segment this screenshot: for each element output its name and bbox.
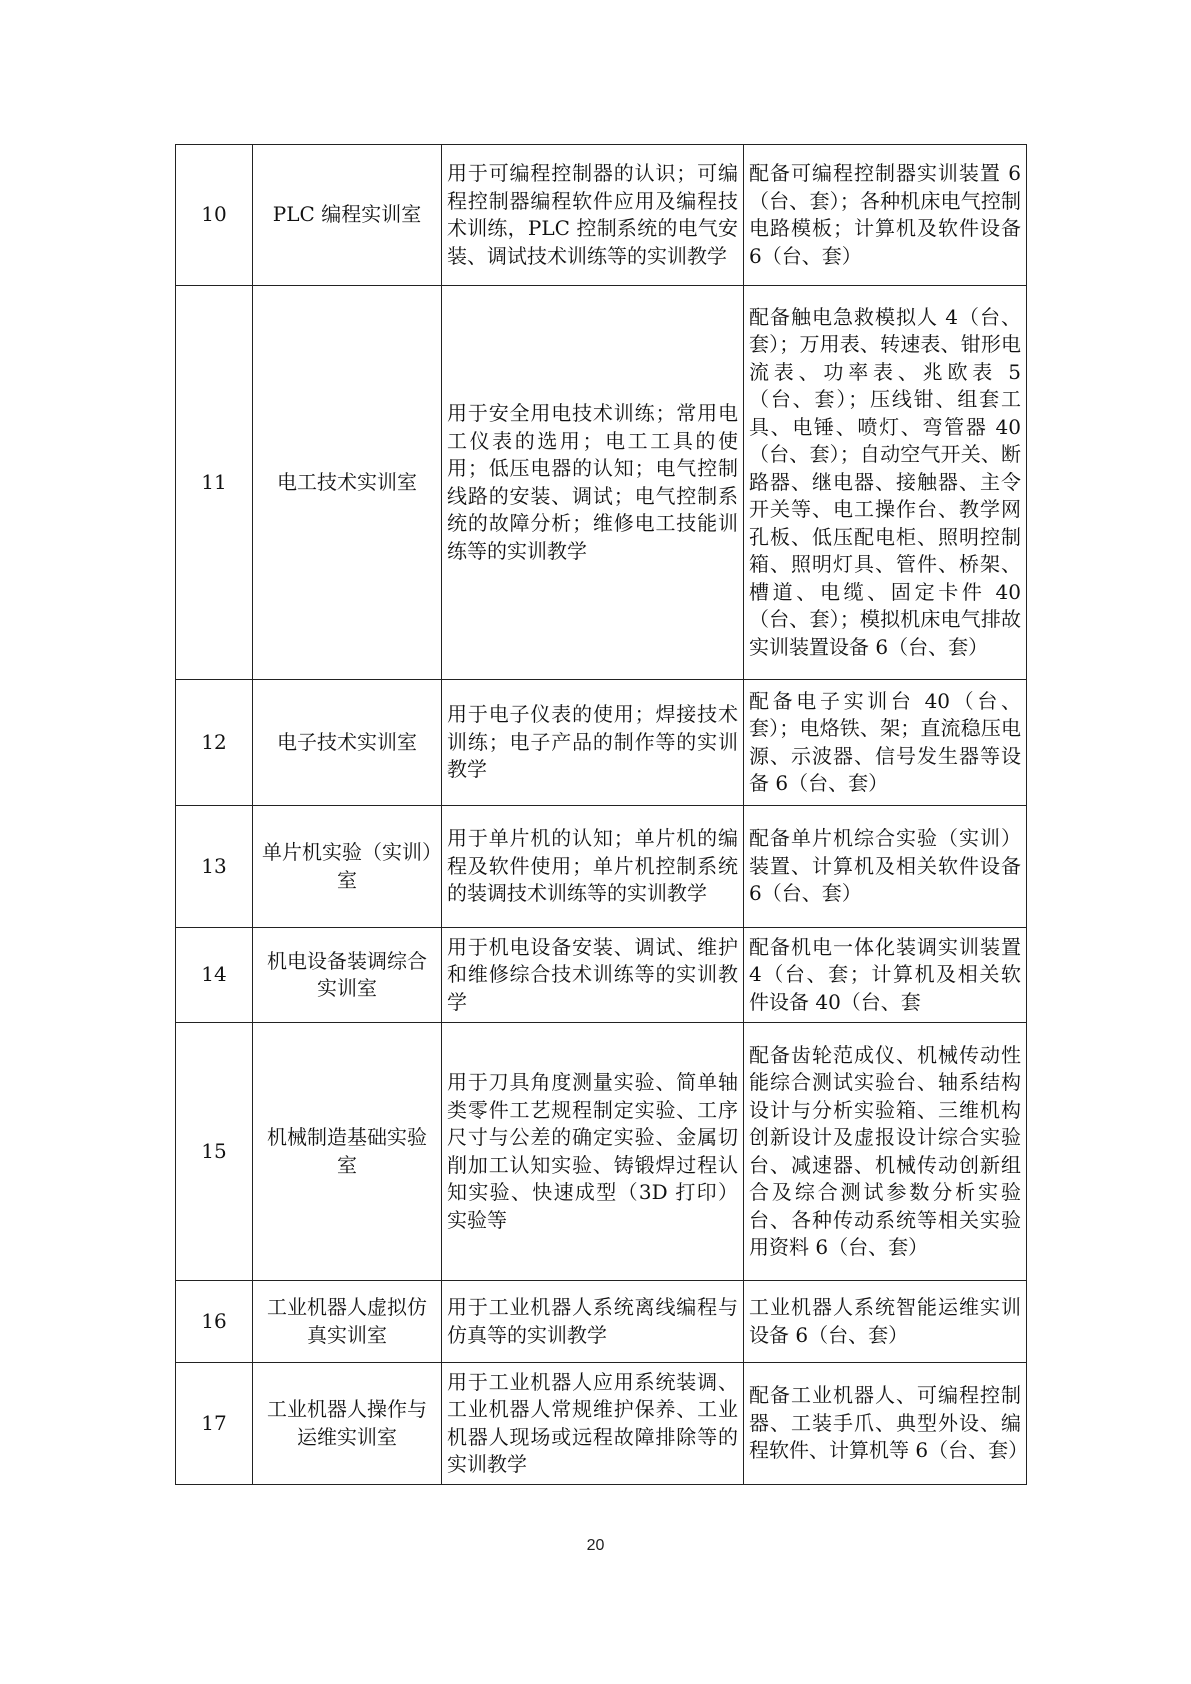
row-number: 16 [176, 1281, 253, 1363]
room-equipment: 配备工业机器人、可编程控制器、工装手爪、典型外设、编程软件、计算机等 6（台、套） [744, 1363, 1027, 1485]
training-room-table [175, 144, 1027, 1485]
room-name: 机械制造基础实验室 [253, 1023, 442, 1281]
room-name: 单片机实验（实训）室 [253, 806, 442, 928]
room-use: 用于单片机的认知；单片机的编程及软件使用；单片机控制系统的装调技术训练等的实训教学 [442, 806, 744, 928]
room-use: 用于工业机器人应用系统装调、工业机器人常规维护保养、工业机器人现场或远程故障排除等的实训教学 [442, 1363, 744, 1485]
room-use: 用于机电设备安装、调试、维护和维修综合技术训练等的实训教学 [442, 928, 744, 1023]
room-name: 电工技术实训室 [253, 286, 442, 680]
room-equipment: 配备单片机综合实验（实训）装置、计算机及相关软件设备 6（台、套） [744, 806, 1027, 928]
room-use: 用于工业机器人系统离线编程与仿真等的实训教学 [442, 1281, 744, 1363]
row-number: 12 [176, 680, 253, 806]
room-equipment: 配备齿轮范成仪、机械传动性能综合测试实验台、轴系结构设计与分析实验箱、三维机构创新设计及虚报设计综合实验台、减速器、机械传动创新组合及综合测试参数分析实验台、各种传动系统等相关实验用资料 6（台、套） [744, 1023, 1027, 1281]
room-name: PLC 编程实训室 [253, 145, 442, 286]
room-equipment: 配备触电急救模拟人 4（台、套）；万用表、转速表、钳形电流表、功率表、兆欧表 5（台、套）；压线钳、组套工具、电锤、喷灯、弯管器 40（台、套）；自动空气开关、断路器、继电器、接触器、主令开关等、电工操作台、教学网孔板、低压配电柜、照明控制箱、照明灯具、管件、桥架、槽道、电缆、固定卡件 40（台、套）；模拟机床电气排故实训装置设备 6（台、套） [744, 286, 1027, 680]
room-use: 用于可编程控制器的认识；可编程控制器编程软件应用及编程技术训练，PLC 控制系统的电气安装、调试技术训练等的实训教学 [442, 145, 744, 286]
table-row [176, 928, 1027, 1023]
row-number: 10 [176, 145, 253, 286]
room-equipment: 配备可编程控制器实训装置 6（台、套）；各种机床电气控制电路模板；计算机及软件设备 6（台、套） [744, 145, 1027, 286]
page-number: 20 [586, 1537, 605, 1554]
room-name: 机电设备装调综合实训室 [253, 928, 442, 1023]
table-row [176, 806, 1027, 928]
table-row [176, 145, 1027, 286]
table-row [176, 1363, 1027, 1485]
room-name: 电子技术实训室 [253, 680, 442, 806]
room-use: 用于刀具角度测量实验、简单轴类零件工艺规程制定实验、工序尺寸与公差的确定实验、金属切削加工认知实验、铸锻焊过程认知实验、快速成型（3D 打印）实验等 [442, 1023, 744, 1281]
room-name: 工业机器人操作与运维实训室 [253, 1363, 442, 1485]
table-row [176, 1281, 1027, 1363]
room-equipment: 配备机电一体化装调实训装置 4（台、套；计算机及相关软件设备 40（台、套 [744, 928, 1027, 1023]
room-equipment: 配备电子实训台 40（台、套）；电烙铁、架；直流稳压电源、示波器、信号发生器等设备 6（台、套） [744, 680, 1027, 806]
room-equipment: 工业机器人系统智能运维实训设备 6（台、套） [744, 1281, 1027, 1363]
table-row [176, 286, 1027, 680]
row-number: 15 [176, 1023, 253, 1281]
row-number: 13 [176, 806, 253, 928]
room-name: 工业机器人虚拟仿真实训室 [253, 1281, 442, 1363]
room-use: 用于电子仪表的使用；焊接技术训练；电子产品的制作等的实训教学 [442, 680, 744, 806]
row-number: 11 [176, 286, 253, 680]
room-use: 用于安全用电技术训练；常用电工仪表的选用；电工工具的使用；低压电器的认知；电气控制线路的安装、调试；电气控制系统的故障分析；维修电工技能训练等的实训教学 [442, 286, 744, 680]
table-row [176, 1023, 1027, 1281]
row-number: 14 [176, 928, 253, 1023]
row-number: 17 [176, 1363, 253, 1485]
table-row [176, 680, 1027, 806]
